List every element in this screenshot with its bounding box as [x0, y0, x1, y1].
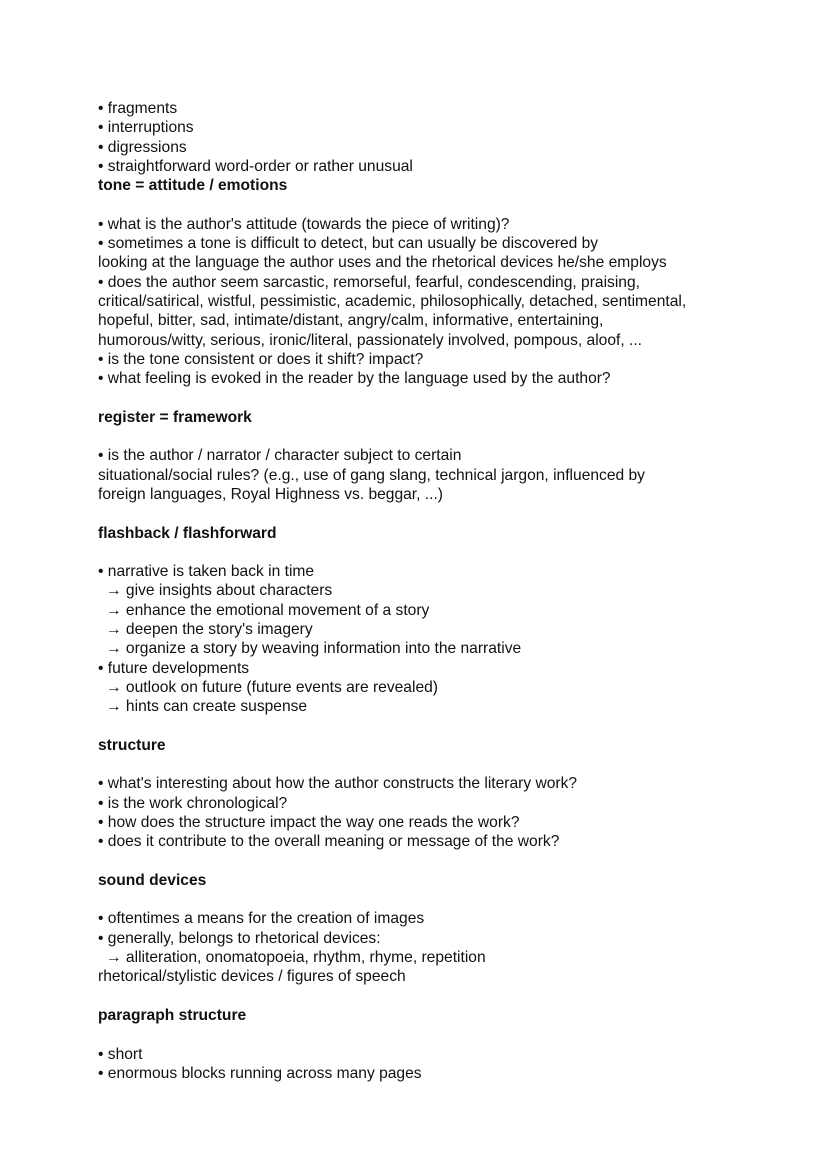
text-line: • is the tone consistent or does it shift? impact?	[98, 350, 424, 368]
section-heading: paragraph structure	[98, 1006, 247, 1024]
text-line: • how does the structure impact the way one reads the work?	[98, 813, 520, 831]
section-heading: tone = attitude / emotions	[98, 177, 288, 195]
text-line: critical/satirical, wistful, pessimistic, academic, philosophically, detached, sentimental,	[98, 292, 687, 310]
blank-line	[98, 755, 798, 774]
text-line: • future developments	[98, 659, 250, 677]
blank-line	[98, 717, 798, 736]
text-line: humorous/witty, serious, ironic/literal, passionately involved, pompous, aloof, ...	[98, 331, 643, 349]
arrow-list-item: → give insights about characters	[106, 582, 333, 600]
text-line: • fragments	[98, 100, 178, 117]
text-line: • is the author / narrator / character subject to certain	[98, 447, 462, 465]
text-line: • straightforward word-order or rather unusual	[98, 157, 413, 175]
text-line: hopeful, bitter, sad, intimate/distant, angry/calm, informative, entertaining,	[98, 312, 604, 330]
blank-line	[98, 987, 798, 1006]
blank-line	[98, 1025, 798, 1044]
text-line: • narrative is taken back in time	[98, 563, 315, 581]
text-line: • sometimes a tone is difficult to detect, but can usually be discovered by	[98, 235, 599, 253]
text-line: • does it contribute to the overall meaning or message of the work?	[98, 833, 560, 851]
text-line: • enormous blocks running across many pages	[98, 1064, 422, 1082]
text-line: • what is the author's attitude (towards the piece of writing)?	[98, 215, 510, 233]
text-line: • what feeling is evoked in the reader by the language used by the author?	[98, 370, 611, 388]
text-line: foreign languages, Royal Highness vs. beggar, ...)	[98, 485, 443, 503]
text-line: rhetorical/stylistic devices / figures of speech	[98, 968, 406, 986]
text-line: • does the author seem sarcastic, remorseful, fearful, condescending, praising,	[98, 273, 640, 291]
arrow-list-item: → enhance the emotional movement of a story	[106, 601, 430, 619]
text-line: • oftentimes a means for the creation of images	[98, 910, 425, 928]
document-body	[98, 99, 798, 1083]
arrow-list-item: → organize a story by weaving information into the narrative	[106, 640, 522, 658]
blank-line	[98, 890, 798, 909]
blank-line	[98, 852, 798, 871]
text-line: • is the work chronological?	[98, 794, 288, 812]
arrow-list-item: → outlook on future (future events are revealed)	[106, 678, 438, 696]
section-heading: flashback / flashforward	[98, 524, 277, 542]
blank-line	[98, 504, 798, 523]
blank-line	[98, 195, 798, 214]
arrow-list-item: → alliteration, onomatopoeia, rhythm, rhyme, repetition	[106, 949, 486, 967]
text-line: • short	[98, 1045, 143, 1063]
arrow-list-item: → deepen the story's imagery	[106, 621, 313, 639]
blank-line	[98, 388, 798, 407]
text-line: situational/social rules? (e.g., use of gang slang, technical jargon, influenced by	[98, 466, 645, 484]
text-line: looking at the language the author uses and the rhetorical devices he/she employs	[98, 254, 667, 272]
section-heading: structure	[98, 736, 166, 754]
blank-line	[98, 427, 798, 446]
text-line: • interruptions	[98, 119, 194, 137]
arrow-list-item: → hints can create suspense	[106, 698, 308, 716]
text-line: • what's interesting about how the author constructs the literary work?	[98, 775, 578, 793]
text-line: • digressions	[98, 138, 187, 156]
blank-line	[98, 543, 798, 562]
section-heading: sound devices	[98, 871, 207, 889]
section-heading: register = framework	[98, 408, 252, 426]
text-line: • generally, belongs to rhetorical devices:	[98, 929, 381, 947]
